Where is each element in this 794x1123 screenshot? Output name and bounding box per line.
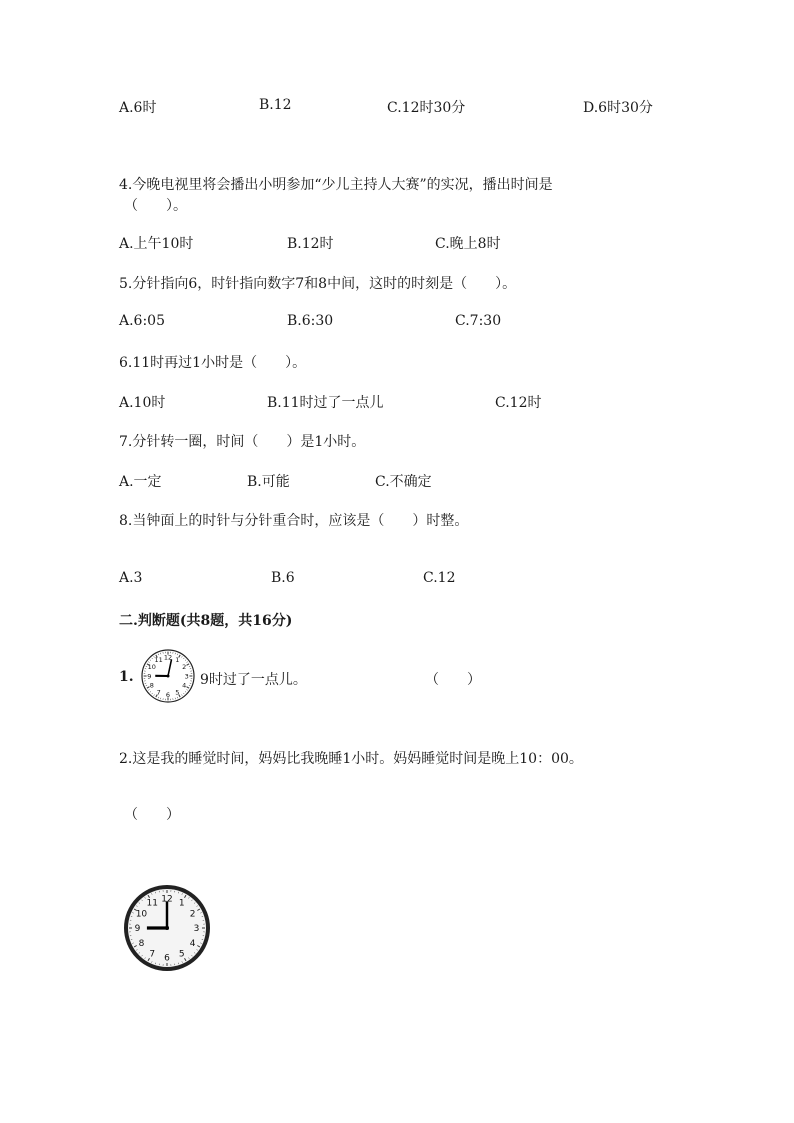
- clock-number: 9: [134, 924, 141, 935]
- judgment-2-answer-paren[interactable]: （ ）: [124, 807, 180, 823]
- clock-number: 4: [182, 681, 187, 690]
- clock-number: 10: [147, 662, 156, 671]
- clock-number: 1: [178, 898, 185, 909]
- judgment-2-text: 2.这是我的睡觉时间，妈妈比我晚睡1小时。妈妈睡觉时间是晚上10：00。: [119, 751, 583, 767]
- clock-number: 9: [147, 672, 152, 681]
- clock-number: 12: [163, 653, 173, 662]
- clock-large-icon: [123, 884, 211, 972]
- q3-option-c[interactable]: C.12时30分: [387, 100, 466, 116]
- clock-number: 3: [184, 672, 189, 681]
- q6-option-a[interactable]: A.10时: [119, 395, 166, 411]
- q3-option-a[interactable]: A.6时: [119, 100, 157, 116]
- clock-number: 11: [146, 898, 158, 909]
- q6-option-b[interactable]: B.11时过了一点儿: [267, 395, 384, 411]
- q3-option-b[interactable]: B.12: [259, 97, 292, 113]
- clock-number: 6: [164, 953, 170, 964]
- q8-option-a[interactable]: A.3: [119, 570, 143, 586]
- question-5: 5.分针指向6，时针指向数字7和8中间，这时的时刻是（ ）。: [119, 276, 517, 292]
- q4-option-a[interactable]: A.上午10时: [119, 236, 194, 252]
- judgment-1-number: 1.: [119, 669, 134, 685]
- q6-option-c[interactable]: C.12时: [495, 395, 542, 411]
- clock-center: [165, 926, 169, 930]
- clock-number: 1: [175, 656, 180, 665]
- clock-number: 10: [135, 909, 148, 920]
- clock-number: 11: [154, 656, 163, 665]
- q7-option-a[interactable]: A.一定: [119, 474, 162, 490]
- q7-option-b[interactable]: B.可能: [247, 474, 290, 490]
- q5-option-b[interactable]: B.6:30: [287, 313, 334, 329]
- q5-option-a[interactable]: A.6:05: [119, 313, 165, 329]
- clock-number: 2: [189, 909, 196, 920]
- clock-number: 3: [193, 924, 200, 935]
- clock-number: 8: [149, 681, 154, 690]
- question-4-line-1: 4.今晚电视里将会播出小明参加“少儿主持人大赛”的实况，播出时间是: [119, 177, 553, 193]
- clock-number: 4: [189, 938, 196, 949]
- question-6: 6.11时再过1小时是（ ）。: [119, 355, 307, 371]
- clock-number: 7: [156, 688, 161, 697]
- small-clock-face: [142, 650, 194, 702]
- q4-option-c[interactable]: C.晚上8时: [435, 236, 501, 252]
- clock-number: 12: [161, 894, 173, 905]
- large-clock-face: [126, 887, 208, 969]
- clock-number: 5: [178, 949, 185, 960]
- q8-option-c[interactable]: C.12: [423, 570, 456, 586]
- q5-option-c[interactable]: C.7:30: [455, 313, 502, 329]
- judgment-1-answer-paren[interactable]: （ ）: [425, 672, 481, 688]
- q4-option-b[interactable]: B.12时: [287, 236, 334, 252]
- q7-option-c[interactable]: C.不确定: [375, 474, 432, 490]
- judgment-1-text: 9时过了一点儿。: [200, 672, 307, 688]
- q8-option-b[interactable]: B.6: [271, 570, 295, 586]
- question-4-line-2: （ ）。: [124, 198, 187, 214]
- clock-number: 8: [138, 938, 145, 949]
- clock-number: 2: [182, 662, 187, 671]
- section-heading-judgment: 二.判断题(共8题，共16分): [119, 613, 293, 629]
- clock-center: [167, 675, 170, 678]
- q3-option-d[interactable]: D.6时30分: [583, 100, 653, 116]
- clock-number: 5: [175, 688, 180, 697]
- question-7: 7.分针转一圈，时间（ ）是1小时。: [119, 434, 366, 450]
- clock-number: 6: [165, 690, 171, 699]
- question-8: 8.当钟面上的时针与分针重合时，应该是（ ）时整。: [119, 513, 469, 529]
- clock-small-icon: [138, 646, 198, 706]
- clock-number: 7: [149, 949, 156, 960]
